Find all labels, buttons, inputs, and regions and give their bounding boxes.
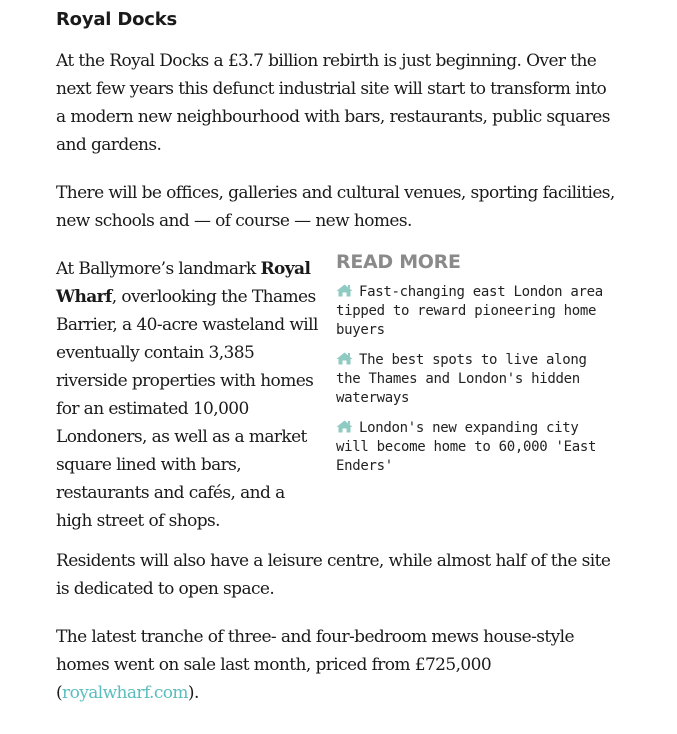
paragraph-leisure: Residents will also have a leisure centre, while almost half of the site is dedicated to open space. — [56, 551, 611, 599]
royal-wharf-bold: Royal Wharf — [56, 259, 311, 307]
paragraph-offices: There will be offices, galleries and cultural venues, sporting facilities, new schools and — of course — new homes. — [56, 183, 615, 231]
royal-wharf-text-after: , overlooking the Thames Barrier, a 40-acre wasteland will eventually contain 3,385 riverside properties with homes for an estimated 10,000 Londoners, as well as a market square lined with bars, restaurants and cafés, and a high street of shops. — [56, 287, 318, 531]
home-icon — [336, 284, 353, 297]
pricing-text-after: ). — [187, 683, 199, 703]
section-heading: Royal Docks — [56, 9, 178, 30]
home-icon — [336, 420, 353, 433]
read-more-link[interactable] — [336, 351, 618, 408]
royal-wharf-text-before: At Ballymore’s landmark — [56, 259, 261, 279]
read-more-box — [336, 249, 618, 487]
pricing-text-before: The latest tranche of three- and four-bedroom mews house-style homes went on sale last month, priced from £725,000 ( — [56, 627, 574, 703]
paragraph-with-read-more — [56, 251, 618, 531]
read-more-link-label: London's new expanding city will become home to 60,000 'East Enders' — [336, 420, 597, 474]
read-more-link-label: The best spots to live along the Thames and London's hidden waterways — [336, 352, 587, 406]
royalwharf-link[interactable]: royalwharf.com — [62, 683, 188, 703]
read-more-link-label: Fast-changing east London area tipped to reward pioneering home buyers — [336, 284, 603, 338]
read-more-link[interactable] — [336, 283, 618, 340]
paragraph-pricing — [56, 623, 618, 707]
paragraph-royal-wharf — [56, 255, 320, 535]
read-more-link[interactable] — [336, 419, 618, 476]
paragraph-intro: At the Royal Docks a £3.7 billion rebirth is just beginning. Over the next few years this defunct industrial site will start to transform into a modern new neighbourhood with bars, restaurants, public squares and gardens. — [56, 51, 610, 155]
article-body — [56, 0, 618, 707]
read-more-title: READ MORE — [336, 251, 461, 273]
home-icon — [336, 352, 353, 365]
